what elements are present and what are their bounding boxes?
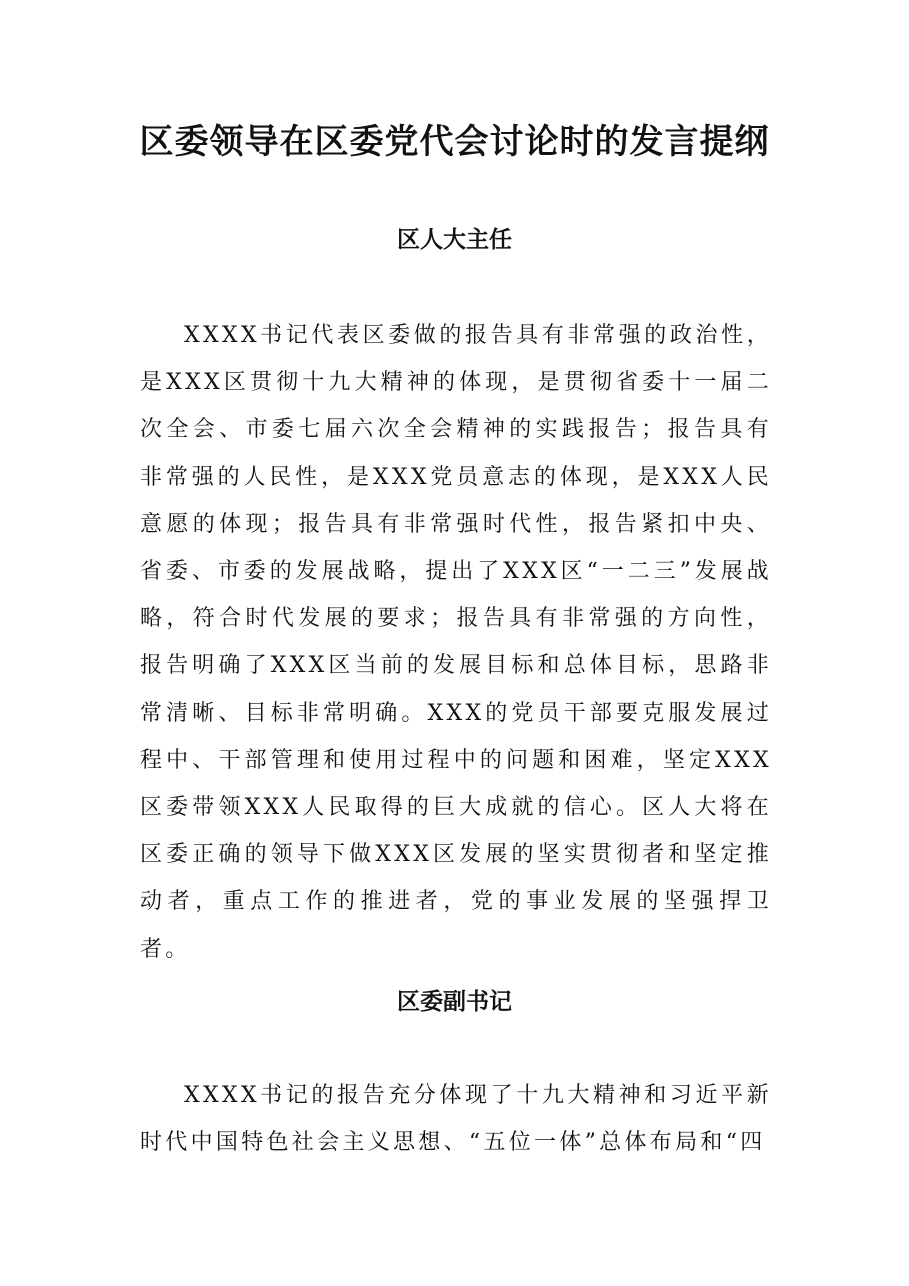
section-paragraph-district-npc-director: XXXX书记代表区委做的报告具有非常强的政治性，是XXX区贯彻十九大精神的体现，是贯彻省委十一届二次全会、市委七届六次全会精神的实践报告；报告具有非常强的人民性，是XXX党员意志的体现，是XXX人民意愿的体现；报告具有非常强时代性，报告紧扣中央、省委、市委的发展战略，提出了XXX区“一二三”发展战略，符合时代发展的要求；报告具有非常强的方向性，报告明确了XXX区当前的发展目标和总体目标，思路非常清晰、目标非常明确。XXX的党员干部要克服发展过程中、干部管理和使用过程中的问题和困难，坚定XXX区委带领XXX人民取得的巨大成就的信心。区人大将在区委正确的领导下做XXX区发展的坚实贯彻者和坚定推动者，重点工作的推进者，党的事业发展的坚强捍卫者。 bbox=[140, 323, 772, 962]
document-title: 区委领导在区委党代会讨论时的发言提纲 bbox=[139, 122, 770, 162]
section-heading-district-npc-director: 区人大主任 bbox=[397, 227, 512, 253]
section-paragraph-deputy-secretary: XXXX书记的报告充分体现了十九大精神和习近平新时代中国特色社会主义思想、“五位一体”总体布局和“四 bbox=[140, 1083, 772, 1156]
section-heading-deputy-secretary: 区委副书记 bbox=[397, 989, 512, 1015]
